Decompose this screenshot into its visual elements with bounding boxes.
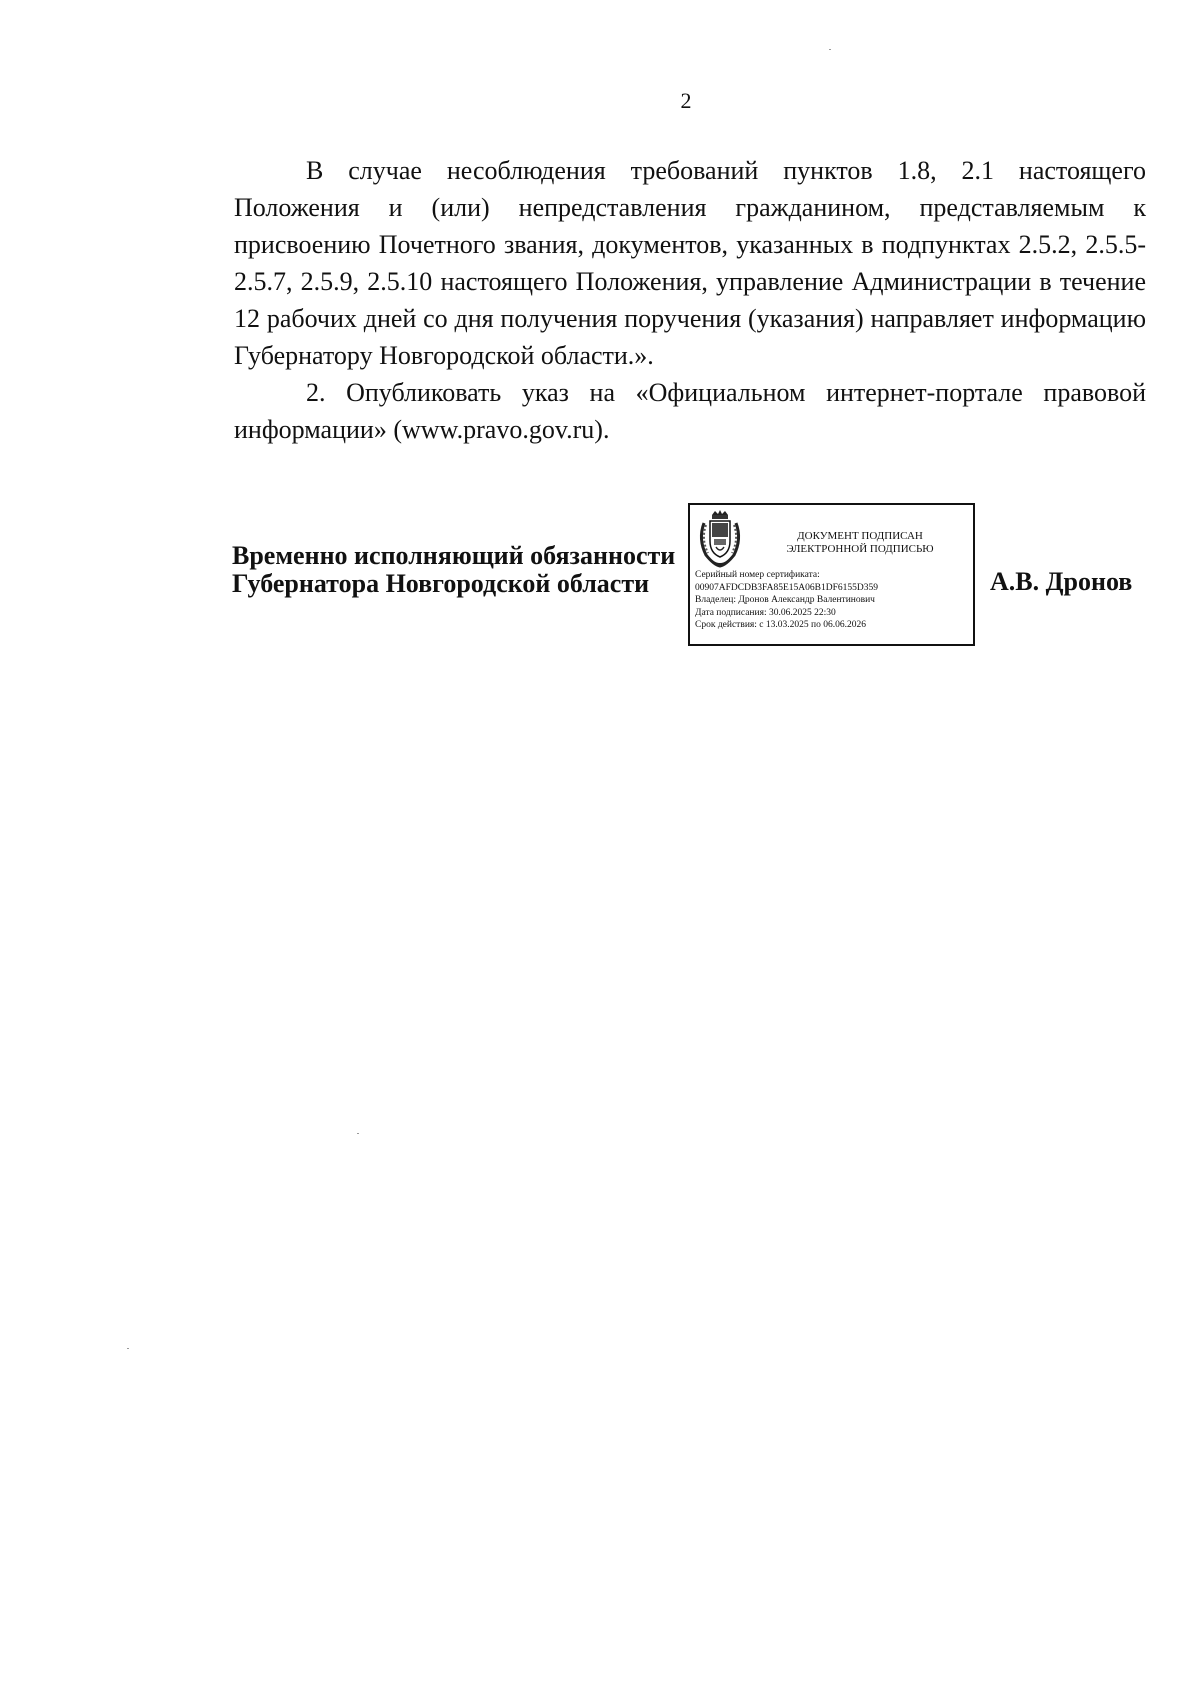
scan-speck xyxy=(357,1133,359,1134)
scan-speck xyxy=(829,49,831,50)
certificate-details xyxy=(695,569,973,632)
signatory-position-line-1: Временно исполняющий обязанности xyxy=(232,541,676,570)
serial-value: 00907AFDCDB3FA85E15A06B1DF6155D359 xyxy=(695,582,878,593)
stamp-heading-line-1: ДОКУМЕНТ ПОДПИСАН xyxy=(797,530,923,542)
signing-date: Дата подписания: 30.06.2025 22:30 xyxy=(695,607,836,618)
paragraph-publication: 2. Опубликовать указ на «Официальном интернет-портале правовой информации» (www.pravo.gov.ru). xyxy=(234,378,1146,444)
signatory-position-line-2: Губернатора Новгородской области xyxy=(232,569,650,598)
signatory-name: А.В. Дронов xyxy=(990,567,1133,596)
electronic-signature-stamp xyxy=(688,503,975,646)
signatory-position xyxy=(232,542,675,598)
paragraph-conditions: В случае несоблюдения требований пунктов 1.8, 2.1 настоящего Положения и (или) непредставления гражданином, представляемым к присвоению Почетного звания, документов, указанных в подпунктах 2.5.2, 2.5.5-2.5.7, 2.5.9, 2.5.10 настоящего Положения, управление Администрации в течение 12 рабочих дней со дня получения поручения (указания) направляет информацию Губернатору Новгородской области.». xyxy=(234,156,1146,370)
certificate-owner: Владелец: Дронов Александр Валентинович xyxy=(695,595,875,605)
scan-speck xyxy=(127,1348,129,1349)
serial-label: Серийный номер сертификата: xyxy=(695,570,820,580)
stamp-heading xyxy=(750,530,970,556)
certificate-validity: Срок действия: с 13.03.2025 по 06.06.2026 xyxy=(695,620,866,630)
page-number: 2 xyxy=(680,88,692,113)
coat-of-arms-icon xyxy=(696,509,744,569)
document-body xyxy=(234,152,1146,448)
stamp-heading-line-2: ЭЛЕКТРОННОЙ ПОДПИСЬЮ xyxy=(786,543,934,555)
